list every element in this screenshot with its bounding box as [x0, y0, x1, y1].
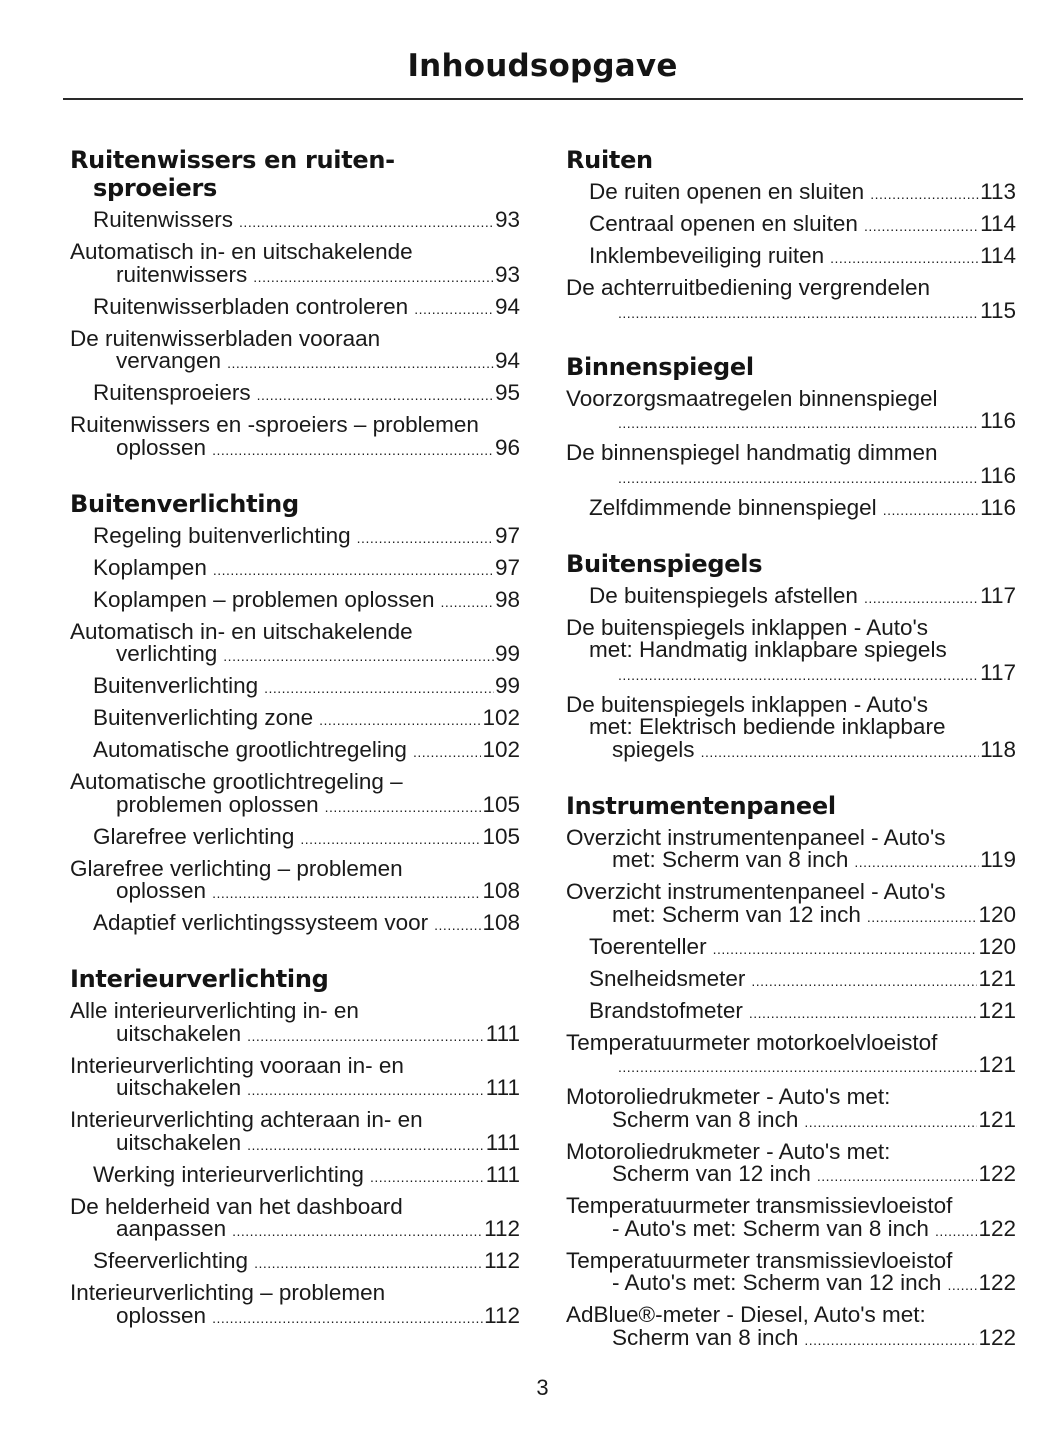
section-heading-line: Ruiten	[566, 146, 653, 174]
entry-leader-row	[589, 1054, 1016, 1079]
section-heading	[566, 792, 1016, 820]
page-reference[interactable]: 114	[980, 243, 1016, 268]
entry-title: Werking interieurverlichting	[93, 1161, 364, 1187]
toc-entry[interactable]	[566, 494, 1016, 526]
toc-entry[interactable]	[70, 293, 520, 325]
section-heading	[70, 146, 520, 202]
dot-leader	[830, 247, 979, 270]
toc-entry[interactable]	[566, 178, 1016, 210]
toc-entry[interactable]	[566, 878, 1016, 933]
entry-leader-row	[589, 1215, 1016, 1243]
toc-entry[interactable]	[566, 274, 1016, 329]
toc-entry[interactable]	[566, 1083, 1016, 1138]
entry-leader-row	[93, 1077, 520, 1102]
entry-leader-row	[93, 261, 520, 289]
toc-entry[interactable]	[566, 997, 1016, 1029]
dot-leader	[212, 439, 494, 462]
toc-entry[interactable]	[70, 325, 520, 380]
page-reference[interactable]: 99	[494, 673, 520, 698]
page-reference[interactable]: 108	[482, 878, 520, 903]
entry-title: Snelheidsmeter	[589, 965, 746, 991]
entry-leader-row	[93, 1020, 520, 1048]
toc-entry[interactable]	[566, 1192, 1016, 1247]
toc-section	[70, 965, 520, 1334]
entry-title: uitschakelen	[116, 1129, 242, 1155]
page-reference[interactable]: 105	[482, 791, 520, 817]
entry-leader-row	[589, 494, 1016, 522]
entry-title: Adaptief verlichtingssysteem voor	[93, 910, 429, 935]
toc-column-left	[70, 146, 520, 1358]
toc-entry[interactable]	[70, 379, 520, 411]
entry-title: aanpassen	[116, 1216, 227, 1241]
toc-entry[interactable]	[70, 823, 520, 855]
dot-leader	[804, 1329, 977, 1352]
toc-section	[566, 792, 1016, 1356]
entry-title: Buitenverlichting	[93, 673, 259, 698]
dot-leader	[212, 882, 481, 905]
dot-leader	[618, 1056, 977, 1079]
entry-leader-row	[589, 245, 1016, 270]
entry-leader-row	[93, 1250, 520, 1275]
dot-leader	[247, 1134, 485, 1157]
dot-leader	[618, 412, 979, 435]
section-heading	[70, 490, 520, 518]
entry-title: Centraal openen en sluiten	[589, 211, 858, 236]
entry-title: Inklembeveiliging ruiten	[589, 243, 825, 268]
entry-leader-row	[93, 675, 520, 700]
entry-leader-row	[93, 823, 520, 851]
page-reference[interactable]: 122	[978, 1161, 1016, 1186]
toc-section	[70, 490, 520, 942]
entry-title-line: Ruitenwissers en -sproeiers – problemen	[70, 412, 479, 437]
entry-leader-row	[93, 791, 520, 819]
dot-leader	[751, 970, 977, 993]
toc-entry[interactable]	[70, 586, 520, 618]
entry-leader-row	[589, 181, 1016, 206]
dot-leader	[935, 1220, 978, 1243]
dot-leader	[854, 851, 979, 874]
entry-leader-row	[589, 849, 1016, 874]
entry-title: De ruiten openen en sluiten	[589, 179, 865, 204]
page-reference[interactable]: 95	[494, 380, 520, 405]
page-reference[interactable]: 121	[978, 965, 1016, 991]
page-reference[interactable]: 117	[980, 659, 1016, 685]
entry-leader-row	[93, 522, 520, 550]
entry-title: oplossen	[116, 434, 207, 460]
dot-leader	[247, 1025, 485, 1048]
dot-leader	[239, 211, 494, 234]
section-heading-line: Binnenspiegel	[566, 352, 754, 381]
page-reference[interactable]: 112	[484, 1302, 520, 1328]
entry-title: problemen oplossen	[116, 791, 319, 817]
dot-leader	[867, 906, 978, 929]
entry-title: - Auto's met: Scherm van 8 inch	[612, 1215, 929, 1241]
page-reference[interactable]: 111	[485, 1161, 520, 1187]
page-reference[interactable]: 116	[980, 462, 1016, 488]
entry-leader-row	[93, 382, 520, 407]
toc-entry[interactable]	[70, 1247, 520, 1279]
page-reference[interactable]: 98	[494, 586, 520, 612]
page-number: 3	[536, 1375, 549, 1400]
entry-leader-row	[589, 1324, 1016, 1352]
section-heading	[566, 146, 1016, 174]
entry-title: Ruitenwisserbladen controleren	[93, 293, 409, 319]
entry-leader-row	[93, 434, 520, 462]
entry-title-line: Glarefree verlichting – problemen	[70, 855, 403, 881]
entry-title-line: Automatische grootlichtregeling –	[70, 769, 403, 794]
entry-leader-row	[93, 586, 520, 614]
page-reference[interactable]: 121	[978, 1106, 1016, 1132]
entry-title: - Auto's met: Scherm van 12 inch	[612, 1270, 942, 1295]
entry-leader-row	[93, 739, 520, 764]
entry-title: Koplampen	[93, 554, 207, 580]
dot-leader	[254, 1252, 483, 1275]
entry-leader-row	[93, 554, 520, 582]
entry-title: Regeling buitenverlichting	[93, 522, 351, 548]
toc-entry[interactable]	[566, 614, 1016, 691]
toc-entry[interactable]	[566, 439, 1016, 494]
entry-title-line: Overzicht instrumentenpaneel - Auto's	[566, 824, 946, 850]
page-reference[interactable]: 93	[494, 261, 520, 287]
page-reference[interactable]: 111	[485, 1020, 520, 1046]
dot-leader	[414, 298, 494, 321]
dot-leader	[212, 1307, 483, 1330]
entry-title-line: Interieurverlichting vooraan in- en	[70, 1052, 404, 1078]
dot-leader	[701, 741, 980, 764]
dot-leader	[864, 215, 979, 238]
entry-title: Ruitensproeiers	[93, 380, 251, 405]
entry-leader-row	[589, 1163, 1016, 1188]
toc-entry[interactable]	[70, 997, 520, 1052]
page-reference[interactable]: 112	[484, 1216, 520, 1241]
dot-leader	[749, 1002, 978, 1025]
dot-leader	[817, 1165, 978, 1188]
entry-leader-row	[589, 1106, 1016, 1134]
dot-leader	[223, 645, 494, 668]
dot-leader	[232, 1220, 483, 1243]
toc-entry[interactable]	[70, 411, 520, 466]
entry-leader-row	[93, 880, 520, 905]
dot-leader	[713, 938, 978, 961]
toc-entry[interactable]	[70, 1161, 520, 1193]
entry-leader-row	[589, 410, 1016, 435]
page-reference[interactable]: 102	[482, 737, 520, 762]
page-reference[interactable]: 111	[485, 1075, 520, 1100]
entry-leader-row	[93, 707, 520, 732]
entry-leader-row	[589, 736, 1016, 764]
entry-title-line: met: Handmatig inklapbare spiegels	[589, 637, 947, 662]
entry-title: Glarefree verlichting	[93, 823, 295, 849]
entry-title: oplossen	[116, 878, 207, 903]
entry-title: Scherm van 8 inch	[612, 1106, 799, 1132]
toc-entry[interactable]	[566, 965, 1016, 997]
entry-title-line: Temperatuurmeter transmissievloeistof	[566, 1247, 953, 1273]
entry-title: Toerenteller	[589, 933, 707, 959]
toc-section	[566, 146, 1016, 329]
entry-title: spiegels	[612, 736, 695, 762]
toc-entry[interactable]	[70, 238, 520, 293]
page-reference[interactable]: 120	[978, 933, 1016, 959]
toc-entry[interactable]	[566, 933, 1016, 965]
toc-section	[566, 353, 1016, 526]
entry-title-line: Interieurverlichting – problemen	[70, 1280, 386, 1305]
page-reference[interactable]: 93	[494, 207, 520, 232]
toc-section	[70, 146, 520, 466]
dot-leader	[413, 741, 482, 764]
toc-entry[interactable]	[566, 1301, 1016, 1356]
entry-leader-row	[93, 1302, 520, 1330]
page-reference[interactable]: 108	[482, 910, 520, 935]
entry-leader-row	[589, 582, 1016, 610]
entry-leader-row	[589, 213, 1016, 238]
entry-leader-row	[589, 965, 1016, 993]
toc-entry[interactable]	[70, 522, 520, 554]
page-reference[interactable]: 116	[980, 408, 1016, 433]
dot-leader	[870, 183, 979, 206]
page-reference[interactable]: 111	[485, 1129, 520, 1155]
page-title: Inhoudsopgave	[407, 48, 678, 84]
entry-title-line: Automatisch in- en uitschakelende	[70, 618, 413, 644]
entry-title: Brandstofmeter	[589, 997, 743, 1023]
page-reference[interactable]: 97	[494, 522, 520, 548]
entry-title: met: Scherm van 8 inch	[612, 847, 849, 872]
entry-title-line: AdBlue®-meter - Diesel, Auto's met:	[566, 1302, 926, 1327]
entry-leader-row	[93, 1129, 520, 1157]
page-reference[interactable]: 105	[482, 823, 520, 849]
entry-title-line: Motoroliedrukmeter - Auto's met:	[566, 1138, 891, 1164]
toc-entry[interactable]	[566, 582, 1016, 614]
toc-entry[interactable]	[70, 1106, 520, 1161]
toc-entry[interactable]	[566, 210, 1016, 242]
page-reference[interactable]: 117	[980, 582, 1016, 608]
entry-leader-row	[93, 350, 520, 375]
entry-title: Zelfdimmende binnenspiegel	[589, 494, 877, 520]
title-divider	[63, 98, 1023, 100]
entry-title: Scherm van 8 inch	[612, 1324, 799, 1350]
entry-title: uitschakelen	[116, 1020, 242, 1046]
entry-leader-row	[589, 997, 1016, 1025]
section-heading	[566, 550, 1016, 578]
dot-leader	[319, 709, 481, 732]
toc-entry[interactable]	[566, 385, 1016, 440]
page-reference[interactable]: 114	[980, 211, 1016, 236]
entry-title-line: Automatisch in- en uitschakelende	[70, 239, 413, 264]
toc-entry[interactable]	[566, 1138, 1016, 1193]
entry-title-line: De ruitenwisserbladen vooraan	[70, 325, 381, 351]
toc-entry[interactable]	[70, 768, 520, 823]
toc-entry[interactable]	[70, 1279, 520, 1334]
dot-leader	[357, 527, 494, 550]
entry-title: Scherm van 12 inch	[612, 1161, 811, 1186]
dot-leader	[264, 677, 494, 700]
entry-title: De buitenspiegels afstellen	[589, 582, 858, 608]
dot-leader	[883, 499, 979, 522]
entry-title: Ruitenwissers	[93, 207, 234, 232]
dot-leader	[257, 384, 494, 407]
toc-entry[interactable]	[70, 855, 520, 910]
page-reference[interactable]: 96	[494, 434, 520, 460]
entry-title-line: Temperatuurmeter motorkoelvloeistof	[566, 1029, 938, 1055]
toc-entry[interactable]	[70, 736, 520, 768]
dot-leader	[300, 828, 481, 851]
entry-title-line: De achterruitbediening vergrendelen	[566, 275, 930, 300]
entry-title: oplossen	[116, 1302, 207, 1328]
toc-entry[interactable]	[566, 1029, 1016, 1084]
page-reference[interactable]: 120	[978, 901, 1016, 927]
page-reference[interactable]: 94	[494, 348, 520, 373]
toc-column-right	[566, 146, 1016, 1380]
page-reference[interactable]: 121	[978, 1052, 1016, 1077]
entry-title-line: Interieurverlichting achteraan in- en	[70, 1107, 423, 1132]
page-reference[interactable]: 112	[484, 1248, 520, 1273]
toc-entry[interactable]	[70, 1052, 520, 1107]
entry-leader-row	[589, 297, 1016, 325]
entry-leader-row	[93, 1161, 520, 1189]
entry-leader-row	[93, 912, 520, 937]
toc-entry[interactable]	[566, 691, 1016, 768]
section-heading-line: Buitenspiegels	[566, 549, 763, 578]
section-heading	[566, 353, 1016, 381]
entry-leader-row	[589, 462, 1016, 490]
toc-entry[interactable]	[70, 909, 520, 941]
page-reference[interactable]: 113	[980, 179, 1016, 204]
entry-title: verlichting	[116, 641, 218, 666]
entry-leader-row	[93, 643, 520, 668]
toc-entry[interactable]	[566, 824, 1016, 879]
toc-entry[interactable]	[70, 554, 520, 586]
dot-leader	[370, 1166, 485, 1189]
toc-entry[interactable]	[70, 672, 520, 704]
entry-title-line: Overzicht instrumentenpaneel - Auto's	[566, 879, 946, 904]
page-reference[interactable]: 118	[980, 736, 1016, 762]
section-heading-line: Ruitenwissers en ruiten-	[70, 146, 395, 174]
entry-title: met: Scherm van 12 inch	[612, 901, 861, 927]
dot-leader	[618, 302, 979, 325]
entry-title-line: Alle interieurverlichting in- en	[70, 998, 359, 1023]
entry-title-line: Voorzorgsmaatregelen binnenspiegel	[566, 385, 938, 411]
entry-leader-row	[589, 901, 1016, 929]
dot-leader	[804, 1111, 977, 1134]
section-heading-line: Interieurverlichting	[70, 965, 329, 993]
entry-title-line: De buitenspiegels inklappen - Auto's	[566, 691, 929, 717]
page-reference[interactable]: 119	[980, 847, 1016, 872]
toc-entry[interactable]	[70, 618, 520, 673]
dot-leader	[227, 352, 494, 375]
entry-title: vervangen	[116, 348, 222, 373]
entry-title: Koplampen – problemen oplossen	[93, 586, 435, 612]
toc-entry[interactable]	[566, 242, 1016, 274]
entry-title-line: De binnenspiegel handmatig dimmen	[566, 440, 938, 465]
entry-leader-row	[589, 1272, 1016, 1297]
page-reference[interactable]: 115	[980, 297, 1016, 323]
toc-entry[interactable]	[566, 1247, 1016, 1302]
entry-title-line: Temperatuurmeter transmissievloeistof	[566, 1193, 953, 1218]
entry-title-line: met: Elektrisch bediende inklapbare	[589, 714, 946, 739]
page-reference[interactable]: 99	[494, 641, 520, 666]
toc-section	[566, 550, 1016, 768]
page-reference[interactable]: 122	[978, 1324, 1016, 1350]
entry-title-line: Motoroliedrukmeter - Auto's met:	[566, 1084, 891, 1109]
entry-title: Automatische grootlichtregeling	[93, 737, 407, 762]
page-reference[interactable]: 94	[494, 293, 520, 319]
entry-leader-row	[93, 209, 520, 234]
entry-leader-row	[589, 933, 1016, 961]
dot-leader	[247, 1079, 485, 1102]
entry-title: Sfeerverlichting	[93, 1248, 249, 1273]
page-reference[interactable]: 102	[482, 705, 520, 730]
dot-leader	[434, 914, 481, 937]
entry-leader-row	[93, 293, 520, 321]
section-heading	[70, 965, 520, 993]
toc-entry[interactable]	[70, 206, 520, 238]
dot-leader	[618, 467, 979, 490]
section-heading-line: Instrumentenpaneel	[566, 791, 836, 820]
dot-leader	[947, 1274, 977, 1297]
entry-title: ruitenwissers	[116, 261, 248, 287]
dot-leader	[618, 664, 979, 687]
entry-leader-row	[93, 1218, 520, 1243]
entry-title-line: De buitenspiegels inklappen - Auto's	[566, 614, 929, 640]
dot-leader	[864, 587, 979, 610]
dot-leader	[440, 591, 493, 614]
entry-title: uitschakelen	[116, 1075, 242, 1100]
toc-entry[interactable]	[70, 1193, 520, 1248]
entry-title: Buitenverlichting zone	[93, 705, 314, 730]
dot-leader	[253, 266, 494, 289]
dot-leader	[325, 796, 482, 819]
page-reference[interactable]: 121	[978, 997, 1016, 1023]
toc-entry[interactable]	[70, 704, 520, 736]
entry-leader-row	[589, 659, 1016, 687]
page-reference[interactable]: 116	[980, 494, 1016, 520]
section-heading-line: sproeiers	[93, 174, 217, 202]
page-reference[interactable]: 122	[978, 1270, 1016, 1295]
page-reference[interactable]: 97	[494, 554, 520, 580]
page-reference[interactable]: 122	[978, 1215, 1016, 1241]
section-heading-line: Buitenverlichting	[70, 489, 299, 518]
entry-title-line: De helderheid van het dashboard	[70, 1193, 403, 1219]
dot-leader	[213, 559, 494, 582]
